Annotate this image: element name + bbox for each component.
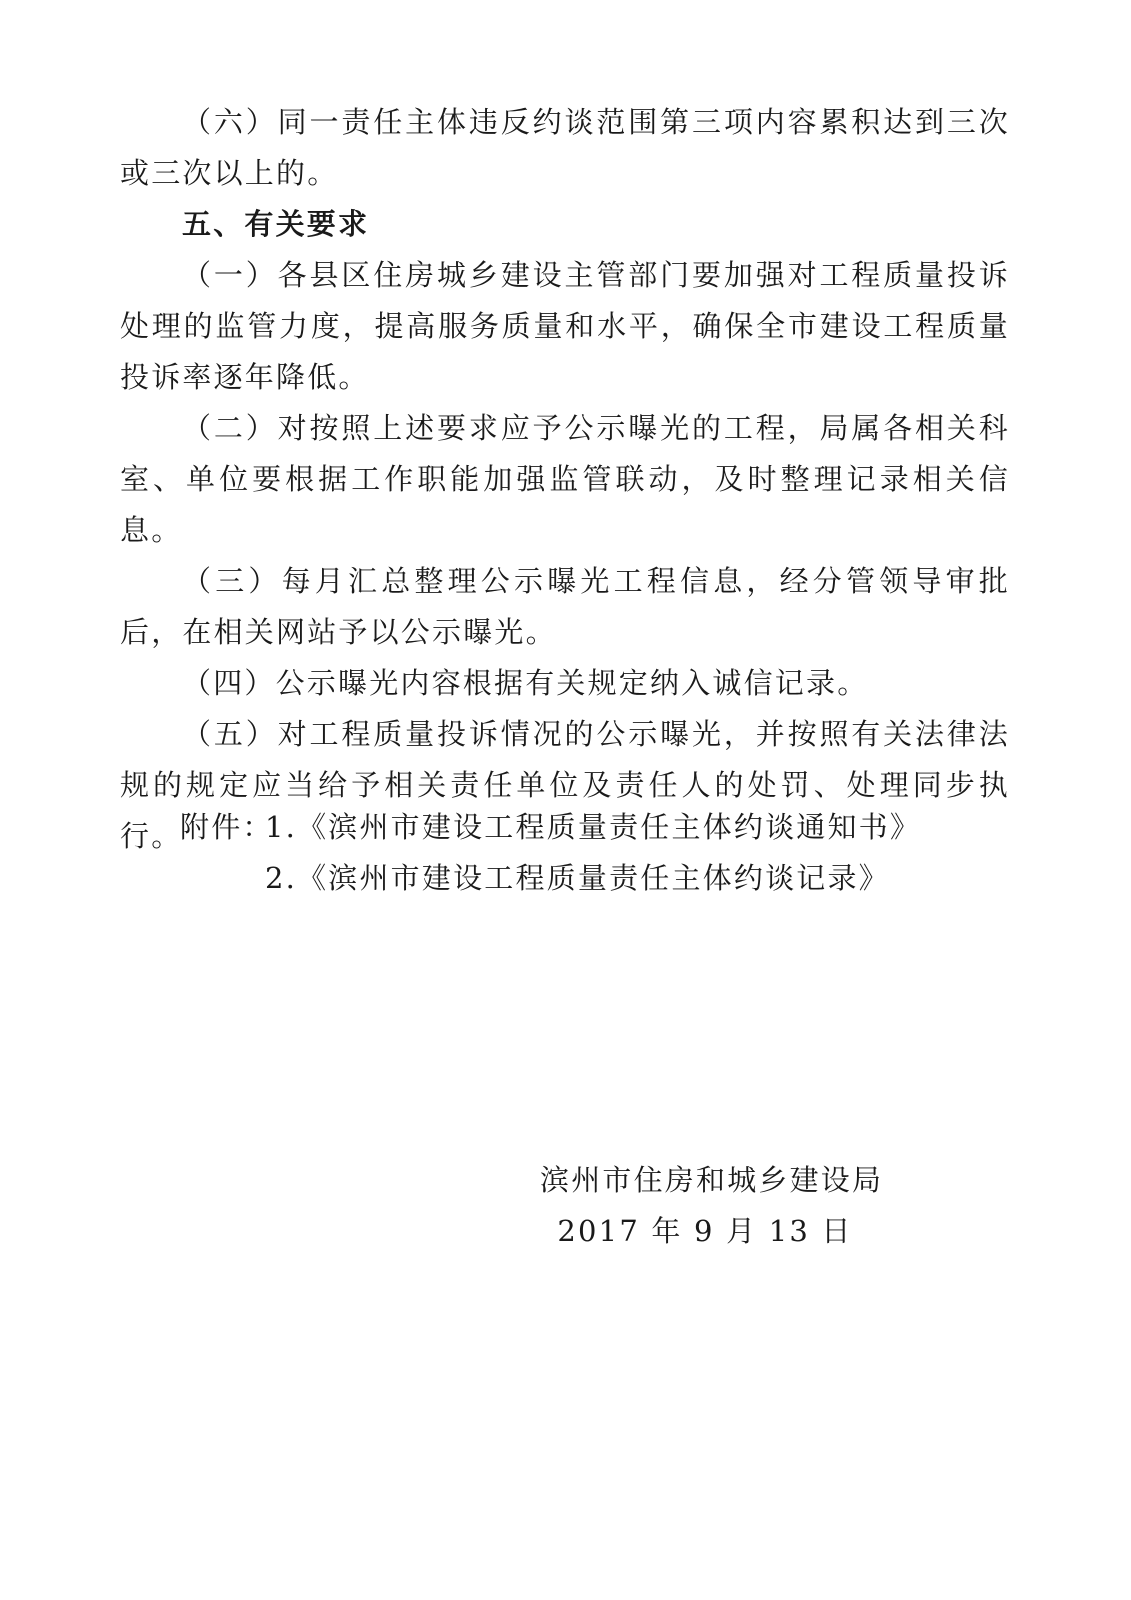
- requirement-paragraph-1: （一）各县区住房城乡建设主管部门要加强对工程质量投诉处理的监管力度，提高服务质量和水平，确保全市建设工程质量投诉率逐年降低。: [120, 258, 1010, 394]
- attachments-list: [180, 802, 921, 904]
- section-heading-requirements: 五、有关要求: [182, 207, 370, 241]
- attachment-item-1: 1.《滨州市建设工程质量责任主体约谈通知书》: [265, 810, 922, 844]
- requirement-paragraph-4: （四）公示曝光内容根据有关规定纳入诚信记录。: [182, 666, 869, 700]
- document-body: [120, 97, 1010, 862]
- requirement-paragraph-3: （三）每月汇总整理公示曝光工程信息，经分管领导审批后，在相关网站予以公示曝光。: [120, 564, 1010, 649]
- requirement-paragraph-5: （五）对工程质量投诉情况的公示曝光，并按照有关法律法规的规定应当给予相关责任单位及责任人的处罚、处理同步执行。: [120, 717, 1010, 853]
- paragraph-item-6: （六）同一责任主体违反约谈范围第三项内容累积达到三次或三次以上的。: [120, 105, 1010, 190]
- attachments-label: 附件：: [180, 810, 274, 844]
- attachment-spacer: [180, 853, 265, 904]
- attachment-item-2: 2.《滨州市建设工程质量责任主体约谈记录》: [265, 861, 890, 895]
- issuing-organization: 滨州市住房和城乡建设局: [540, 1163, 884, 1197]
- signature-block: [540, 1155, 884, 1257]
- attachment-row-1: [180, 802, 921, 853]
- issue-date: 2017 年 9 月 13 日: [557, 1214, 853, 1248]
- requirement-paragraph-2: （二）对按照上述要求应予公示曝光的工程，局属各相关科室、单位要根据工作职能加强监管联动，及时整理记录相关信息。: [120, 411, 1010, 547]
- attachment-row-2: [180, 853, 921, 904]
